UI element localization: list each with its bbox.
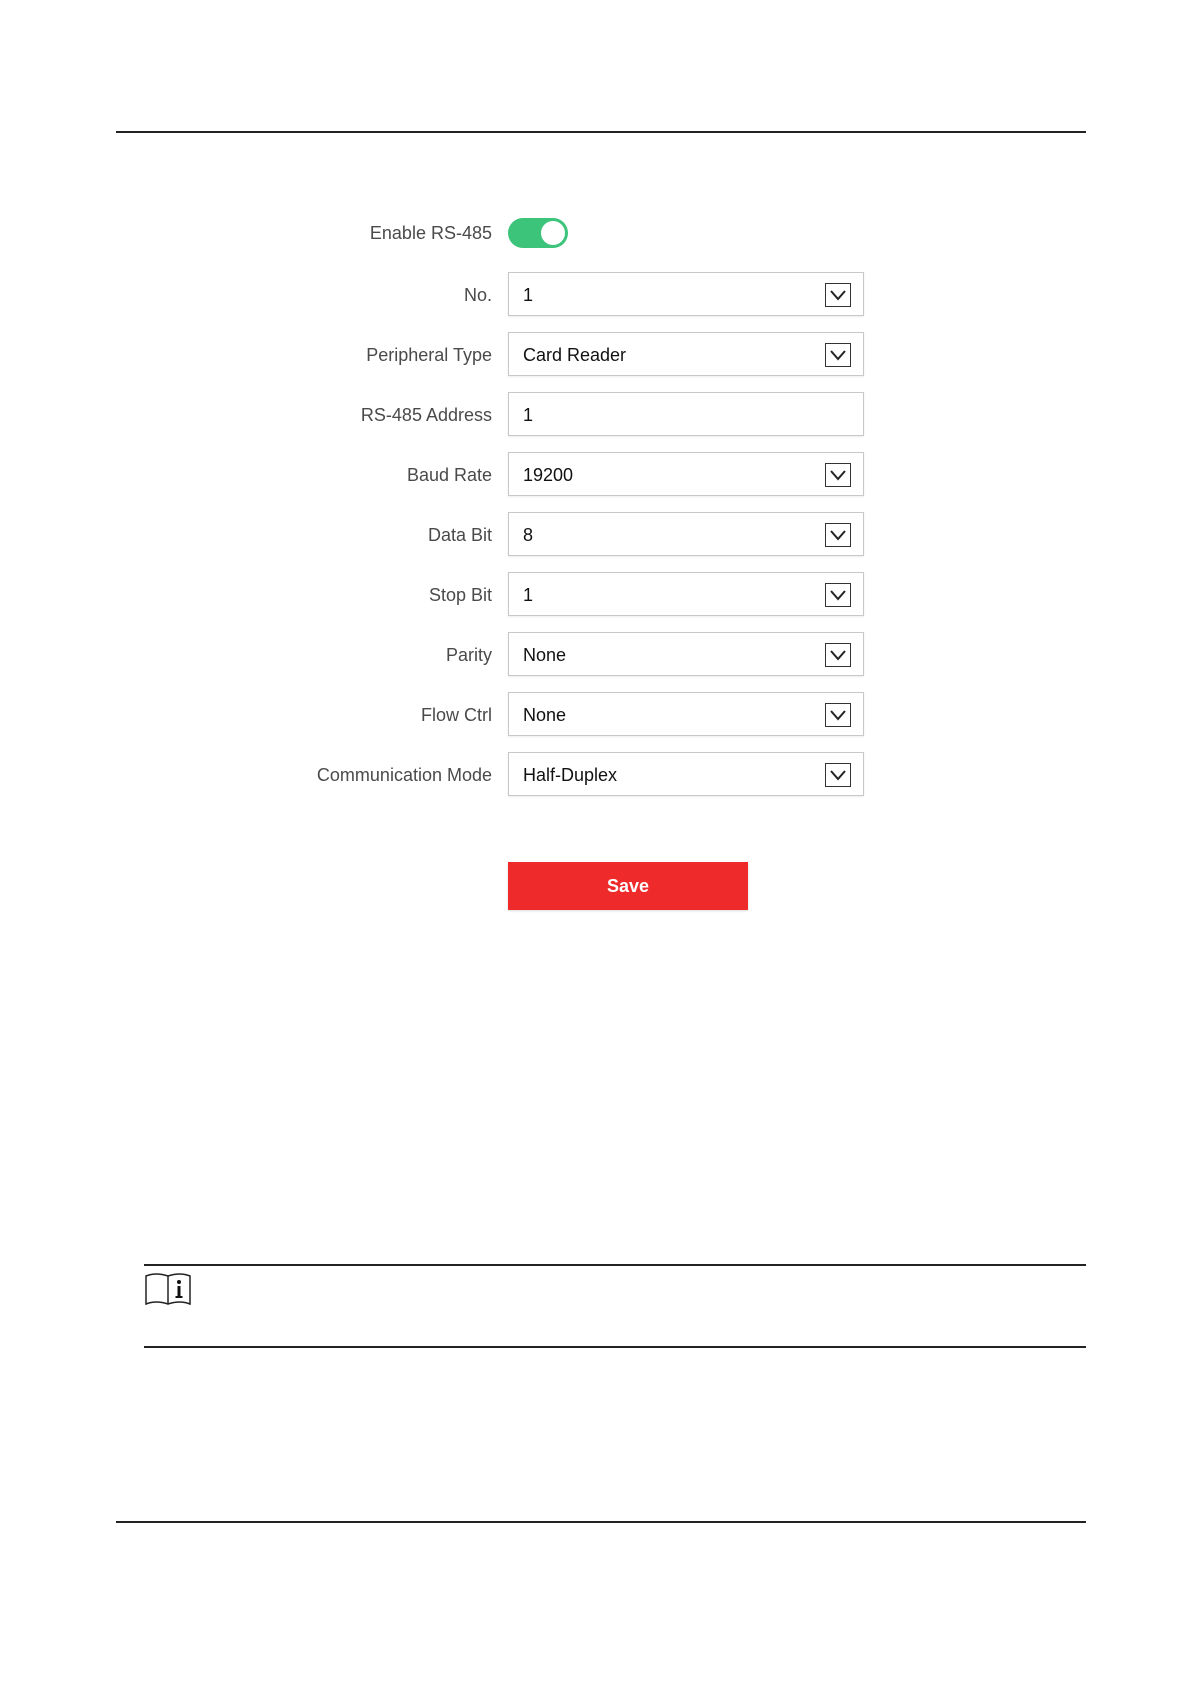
- stop-bit-row: [270, 572, 870, 618]
- communication-mode-label: Communication Mode: [316, 765, 492, 785]
- communication-mode-value: Half-Duplex: [523, 765, 618, 785]
- data-bit-value: 8: [523, 525, 534, 545]
- footer-rule: [116, 1521, 1086, 1523]
- chevron-down-icon[interactable]: [825, 463, 851, 487]
- no-label: No.: [463, 285, 492, 305]
- no-select[interactable]: [508, 272, 864, 316]
- chevron-down-icon[interactable]: [825, 343, 851, 367]
- stop-bit-select[interactable]: [508, 572, 864, 616]
- chevron-down-icon[interactable]: [825, 643, 851, 667]
- parity-row: [270, 632, 870, 678]
- header-rule: [116, 131, 1086, 133]
- communication-mode-row: [270, 752, 870, 798]
- flow-ctrl-value: None: [523, 705, 567, 725]
- data-bit-label: Data Bit: [427, 525, 492, 545]
- parity-label: Parity: [445, 645, 492, 665]
- enable-rs485-toggle[interactable]: [508, 218, 568, 248]
- flow-ctrl-select[interactable]: [508, 692, 864, 736]
- communication-mode-select[interactable]: [508, 752, 864, 796]
- parity-select[interactable]: [508, 632, 864, 676]
- rs485-address-value: 1: [523, 405, 534, 425]
- enable-rs485-label: Enable RS-485: [369, 223, 492, 243]
- enable-rs485-row: [270, 210, 870, 256]
- chevron-down-icon[interactable]: [825, 703, 851, 727]
- no-value: 1: [523, 285, 534, 305]
- stop-bit-label: Stop Bit: [428, 585, 492, 605]
- info-book-icon: [144, 1272, 192, 1311]
- baud-rate-value: 19200: [523, 465, 574, 485]
- parity-value: None: [523, 645, 567, 665]
- peripheral-type-label: Peripheral Type: [366, 345, 492, 365]
- note-top-rule: [144, 1264, 1086, 1266]
- baud-rate-select[interactable]: [508, 452, 864, 496]
- flow-ctrl-row: [270, 692, 870, 738]
- save-button[interactable]: Save: [508, 862, 748, 910]
- rs485-address-input[interactable]: [508, 392, 864, 436]
- note-bottom-rule: [144, 1346, 1086, 1348]
- peripheral-type-select[interactable]: [508, 332, 864, 376]
- flow-ctrl-label: Flow Ctrl: [421, 705, 492, 725]
- chevron-down-icon[interactable]: [825, 523, 851, 547]
- stop-bit-value: 1: [523, 585, 534, 605]
- baud-rate-label: Baud Rate: [406, 465, 492, 485]
- peripheral-type-row: [270, 332, 870, 378]
- toggle-knob: [541, 221, 565, 245]
- peripheral-type-value: Card Reader: [523, 345, 627, 365]
- data-bit-row: [270, 512, 870, 558]
- baud-rate-row: [270, 452, 870, 498]
- rs485-address-label: RS-485 Address: [360, 405, 492, 425]
- chevron-down-icon[interactable]: [825, 763, 851, 787]
- chevron-down-icon[interactable]: [825, 283, 851, 307]
- rs485-address-row: [270, 392, 870, 438]
- chevron-down-icon[interactable]: [825, 583, 851, 607]
- no-row: [270, 272, 870, 318]
- data-bit-select[interactable]: [508, 512, 864, 556]
